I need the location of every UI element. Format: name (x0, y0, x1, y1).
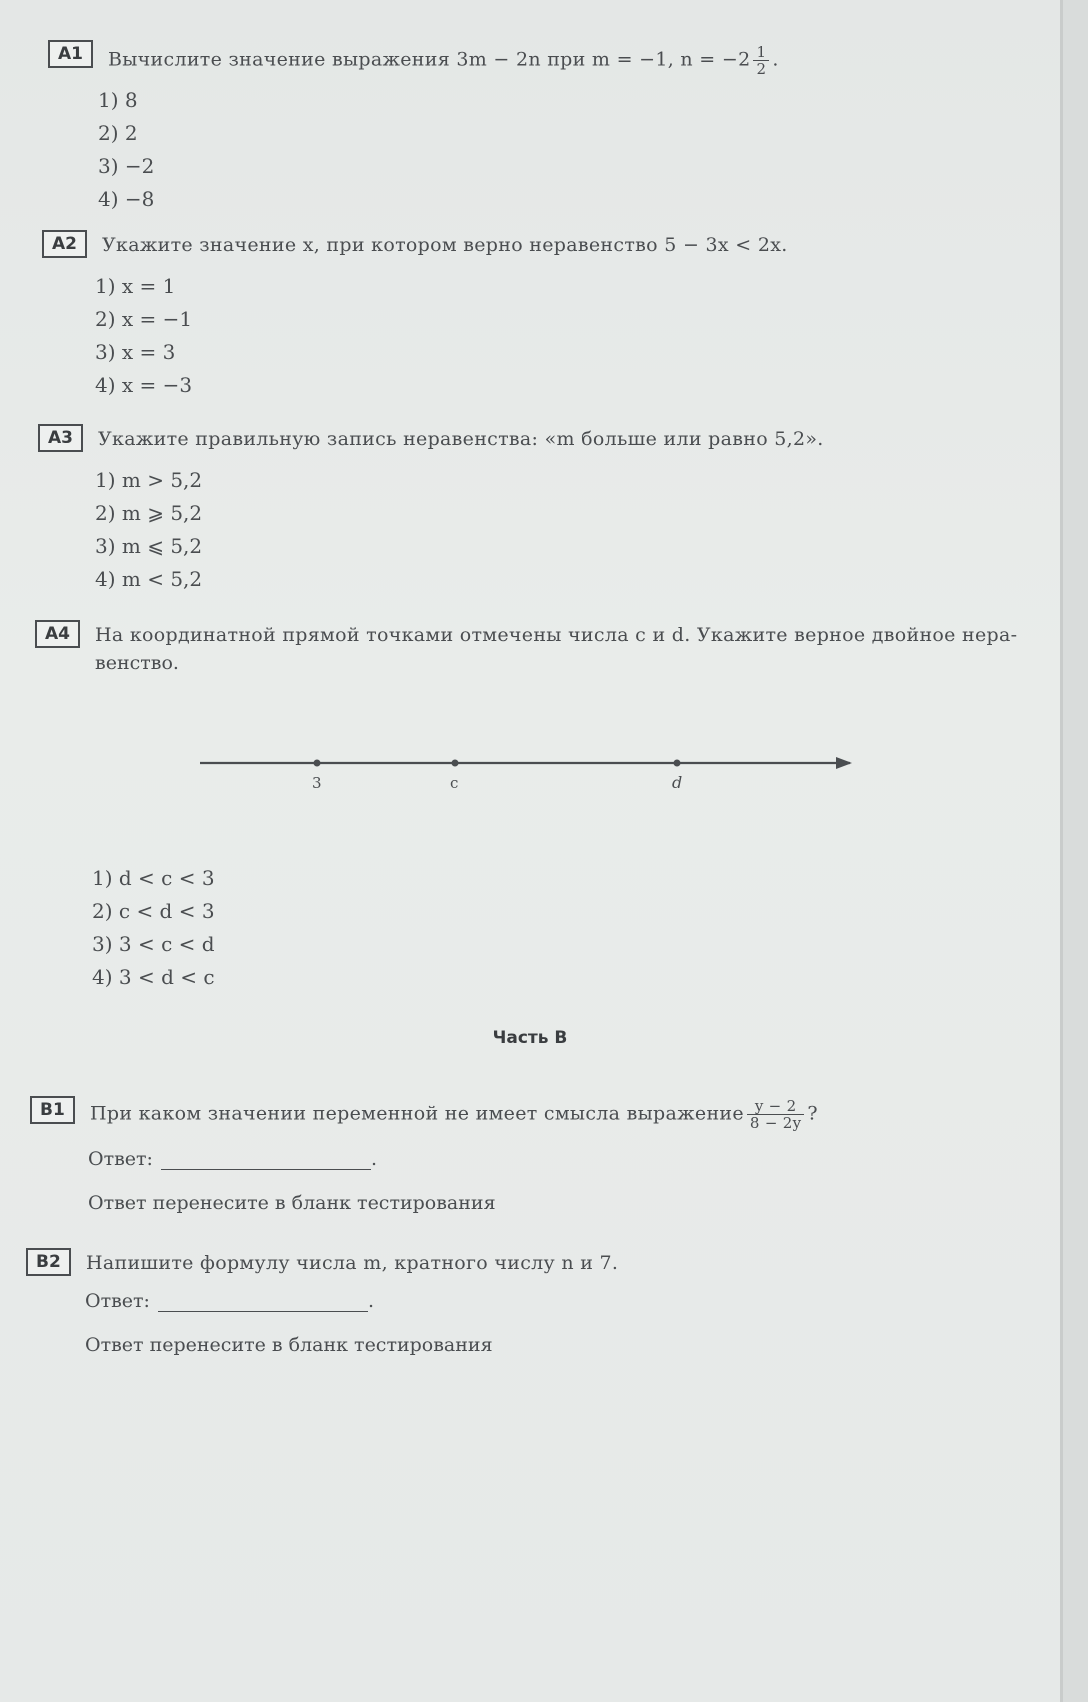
option[interactable]: 4) −8 (98, 187, 155, 211)
transfer-note-b1: Ответ перенесите в бланк тестирования (88, 1192, 496, 1214)
question-text: Напишите формулу числа m, кратного числу n и 7. (86, 1252, 619, 1274)
option[interactable]: 1) d < c < 3 (92, 866, 215, 890)
question-text: Укажите правильную запись неравенства: «m больше или равно 5,2». (98, 428, 824, 450)
option[interactable]: 3) m ⩽ 5,2 (95, 534, 203, 558)
option[interactable]: 3) 3 < c < d (92, 932, 215, 956)
question-b1 (30, 1096, 818, 1132)
option[interactable]: 4) 3 < d < c (92, 965, 215, 989)
question-a2 (42, 230, 788, 258)
option[interactable]: 2) x = −1 (95, 307, 193, 331)
transfer-note-b2: Ответ перенесите в бланк тестирования (85, 1334, 493, 1356)
number-line (190, 740, 870, 800)
option[interactable]: 3) −2 (98, 154, 155, 178)
option[interactable]: 1) m > 5,2 (95, 468, 203, 492)
question-text: При каком значении переменной не имеет смысла выражение $\frac{y - 2}{8 - 2y}$ ? (90, 1097, 818, 1132)
question-label: B1 (30, 1096, 75, 1124)
point-label-3: 3 (312, 774, 322, 792)
point-d (674, 760, 681, 767)
axis-arrow (836, 757, 852, 769)
point-c (452, 760, 459, 767)
point-label-c: c (450, 774, 459, 792)
answer-line-b2: Ответ: . (85, 1290, 374, 1312)
question-a1 (48, 40, 779, 78)
question-label: A2 (42, 230, 87, 258)
answer-label: Ответ: (88, 1148, 153, 1170)
option[interactable]: 1) 8 (98, 88, 138, 112)
fraction: $\frac{y - 2}{8 - 2y}$ (747, 1098, 804, 1131)
question-text-line2: венство. (95, 652, 179, 674)
answer-line-b1: Ответ: . (88, 1148, 377, 1170)
question-label: A3 (38, 424, 83, 452)
question-text-line1: На координатной прямой точками отмечены числа c и d. Укажите верное двойное нера- (95, 624, 1018, 646)
question-text: Вычислите значение выражения 3m − 2n при m = −1, n = −2 $\frac{1}{2}$ . (108, 43, 779, 78)
question-label: A1 (48, 40, 93, 68)
question-text: Укажите значение x, при котором верно неравенство 5 − 3x < 2x. (102, 234, 788, 256)
option[interactable]: 2) c < d < 3 (92, 899, 215, 923)
question-b2 (26, 1248, 619, 1276)
answer-label: Ответ: (85, 1290, 150, 1312)
option[interactable]: 2) 2 (98, 121, 138, 145)
question-a4 (35, 620, 1018, 648)
options-a4 (92, 862, 215, 994)
option[interactable]: 1) x = 1 (95, 274, 176, 298)
option[interactable]: 2) m ⩾ 5,2 (95, 501, 203, 525)
option[interactable]: 3) x = 3 (95, 340, 176, 364)
option[interactable]: 4) x = −3 (95, 373, 193, 397)
point-3 (314, 760, 321, 767)
question-label: A4 (35, 620, 80, 648)
answer-input[interactable] (158, 1293, 368, 1312)
part-b-title: Часть B (492, 1028, 568, 1048)
answer-input[interactable] (161, 1151, 371, 1170)
options-a3 (95, 464, 202, 596)
options-a2 (95, 270, 192, 402)
fraction: $\frac{1}{2}$ (753, 44, 769, 77)
options-a1 (98, 84, 154, 216)
point-label-d: d (672, 773, 683, 792)
option[interactable]: 4) m < 5,2 (95, 567, 203, 591)
question-a3 (38, 424, 824, 452)
question-label: B2 (26, 1248, 71, 1276)
